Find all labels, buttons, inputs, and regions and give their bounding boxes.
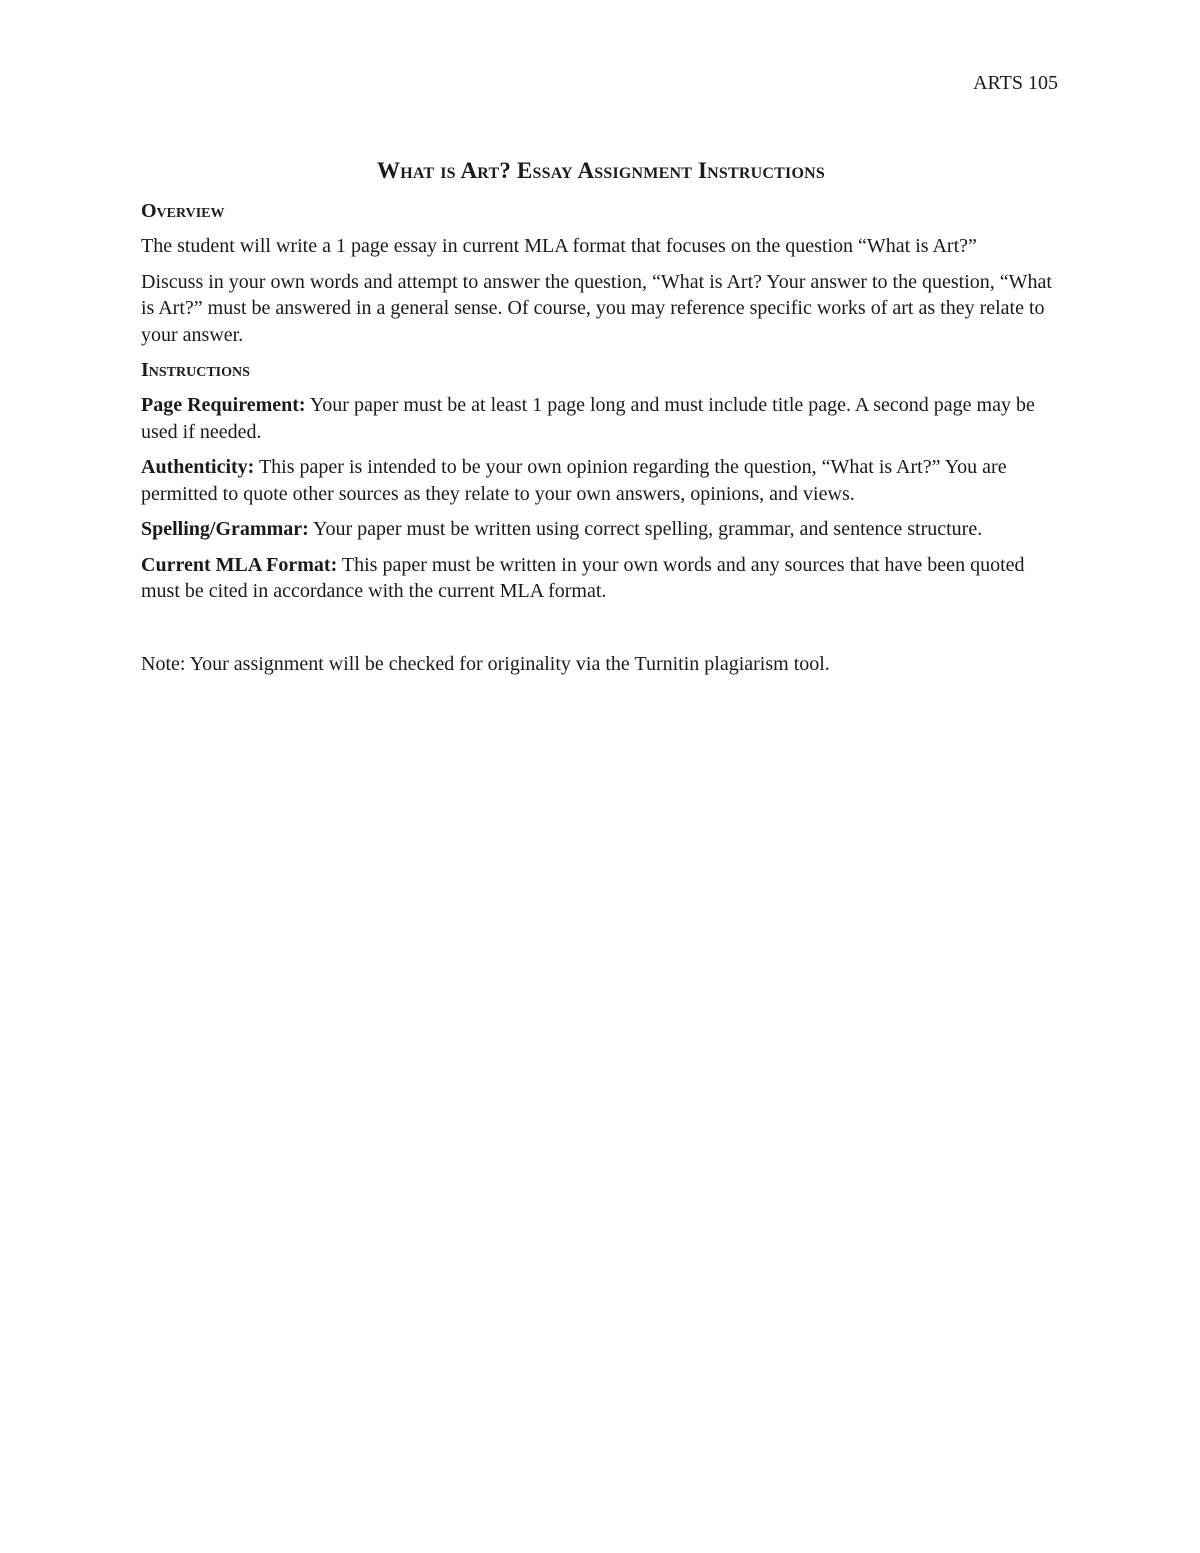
document-title: What is Art? Essay Assignment Instructions [377,158,825,183]
instruction-item-authenticity [141,454,1061,507]
course-header: ARTS 105 [973,72,1058,94]
instruction-label: Current MLA Format: [141,553,338,576]
instruction-text: This paper is intended to be your own opinion regarding the question, “What is Art?” You are permitted to quote other sources as they relate to your own answers, opinions, and views. [141,456,1007,505]
instruction-item-page-requirement [141,392,1061,445]
originality-note: Note: Your assignment will be checked for originality via the Turnitin plagiarism tool. [141,652,830,675]
overview-paragraph: The student will write a 1 page essay in current MLA format that focuses on the question “What is Art?” [141,235,977,257]
instruction-item-spelling-grammar [141,516,1061,543]
document-body [141,156,1061,686]
instruction-text: Your paper must be written using correct spelling, grammar, and sentence structure. [308,518,983,540]
overview-heading: Overview [141,200,225,222]
overview-paragraph: Discuss in your own words and attempt to answer the question, “What is Art? Your answer to the question, “What is Art?” must be answered in a general sense. Of course, you may reference specific works of art as they relate to your answer. [141,270,1052,346]
instruction-item-mla-format [141,552,1061,605]
instruction-text: This paper must be written in your own words and any sources that have been quoted must be cited in accordance with the current MLA format. [141,553,1025,602]
instruction-text: Your paper must be at least 1 page long and must include title page. A second page may be used if needed. [141,394,1035,443]
instruction-label: Authenticity: [141,456,255,478]
instruction-label: Spelling/Grammar: [141,518,309,540]
instruction-label: Page Requirement: [141,394,306,416]
instructions-heading: Instructions [141,359,250,381]
